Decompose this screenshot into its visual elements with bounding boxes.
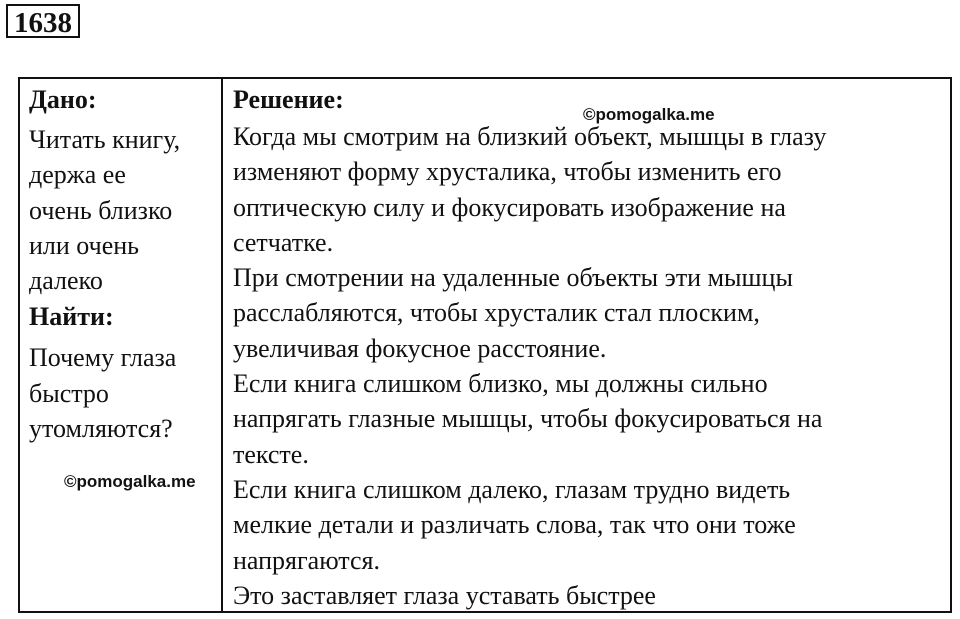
- solution-line: тексте.: [233, 439, 309, 469]
- find-heading: Найти:: [29, 302, 114, 332]
- given-line: Читать книгу,: [29, 125, 181, 154]
- solution-heading: Решение:: [233, 85, 344, 114]
- solution-table: [18, 77, 952, 613]
- solution-column: [223, 79, 950, 611]
- find-line: быстро: [29, 378, 109, 408]
- watermark-given: ©pomogalka.me: [64, 472, 196, 491]
- find-text: [29, 340, 221, 446]
- solution-line: напрягаются.: [233, 545, 380, 575]
- find-line: Почему глаза: [29, 343, 177, 373]
- solution-line: напрягать глазные мышцы, чтобы фокусироваться на: [233, 404, 823, 434]
- given-heading: Дано:: [29, 85, 97, 114]
- find-line: утомляются?: [29, 414, 173, 444]
- given-line: держа ее: [29, 160, 126, 190]
- solution-line: оптическую силу и фокусировать изображение на: [233, 192, 786, 222]
- solution-line: Если книга слишком близко, мы должны сильно: [233, 369, 768, 399]
- solution-line: расслабляются, чтобы хрусталик стал плоским,: [233, 298, 760, 328]
- given-line: далеко: [29, 266, 103, 296]
- watermark-solution: ©pomogalka.me: [583, 105, 715, 124]
- solution-line: мелкие детали и различать слова, так что они тоже: [233, 510, 796, 540]
- problem-number: 1638: [6, 4, 80, 38]
- given-line: или очень: [29, 230, 140, 260]
- given-line: очень близко: [29, 195, 173, 225]
- given-column: [20, 79, 223, 611]
- solution-line: Это заставляет глаза уставать быстрее: [233, 580, 656, 610]
- solution-line: изменяют форму хрусталика, чтобы изменить его: [233, 157, 782, 187]
- solution-text: [233, 119, 950, 613]
- given-text: [29, 122, 221, 298]
- solution-line: Когда мы смотрим на близкий объект, мышцы в глазу: [233, 122, 827, 151]
- solution-line: Если книга слишком далеко, глазам трудно видеть: [233, 474, 791, 504]
- solution-line: сетчатке.: [233, 227, 334, 257]
- solution-line: При смотрении на удаленные объекты эти мышцы: [233, 263, 793, 293]
- solution-line: увеличивая фокусное расстояние.: [233, 333, 607, 363]
